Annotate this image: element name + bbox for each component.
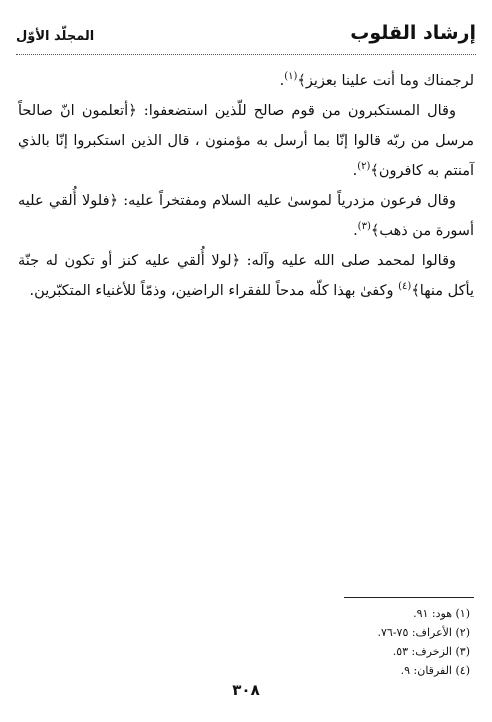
- footnote-ref-1: (١): [284, 71, 298, 83]
- footnotes: [377, 604, 470, 680]
- paragraph-4-end: وكفىٰ بهذا كلّه مدحاً للفقراء الراضين، وذمّاً للأغنياء المتكبّرين.: [29, 283, 399, 299]
- paragraph-4: [18, 246, 474, 306]
- paragraph-2-text: وقال المستكبرون من قوم صالح للّذين استضعفوا: ﴿أتعلمون انّ صالحاً مرسل من ربّه قالوا إنّا بما أرسل به مؤمنون ، قال الذين استكبروا إنّا بالذي آمنتم به كافرون﴾: [18, 103, 474, 179]
- footnote-ref-4: (٤): [398, 281, 412, 293]
- running-header: [16, 20, 476, 55]
- paragraph-4-text: وقالوا لمحمد صلى الله عليه وآله: ﴿لولا أُلقي عليه كنز أو تكون له جنّة يأكل منها﴾: [18, 253, 474, 299]
- footnote-ref-3: (٣): [357, 221, 371, 233]
- paragraph-2-end: .: [352, 163, 358, 179]
- footnote-3: (٣) الزخرف: ٥٣.: [392, 645, 470, 658]
- footnote-divider: [344, 597, 474, 598]
- paragraph-3: [18, 186, 474, 246]
- footnote-2: (٢) الأعراف: ٧٥-٧٦.: [377, 626, 470, 639]
- main-text: [18, 66, 474, 306]
- volume-label: المجلّد الأوّل: [16, 29, 95, 44]
- paragraph-3-end: .: [353, 223, 358, 239]
- paragraph-1: [18, 66, 474, 96]
- paragraph-2: [18, 96, 474, 186]
- paragraph-1-text: لرجمناك وما أنت علينا بعزيز﴾: [297, 73, 474, 89]
- paragraph-3-text: وقال فرعون مزدرياً لموسىٰ عليه السلام ومفتخراً عليه: ﴿فلولا أُلقي عليه أسورة من ذهب﴾: [18, 193, 474, 239]
- footnote-1: (١) هود: ٩١.: [413, 607, 470, 620]
- paragraph-1-end: .: [279, 73, 285, 89]
- footnote-4: (٤) الفرقان: ٩.: [400, 664, 470, 677]
- page-number: ٣٠٨: [232, 681, 260, 699]
- book-title: إرشاد القلوب: [350, 22, 476, 44]
- footnote-ref-2: (٢): [357, 161, 371, 173]
